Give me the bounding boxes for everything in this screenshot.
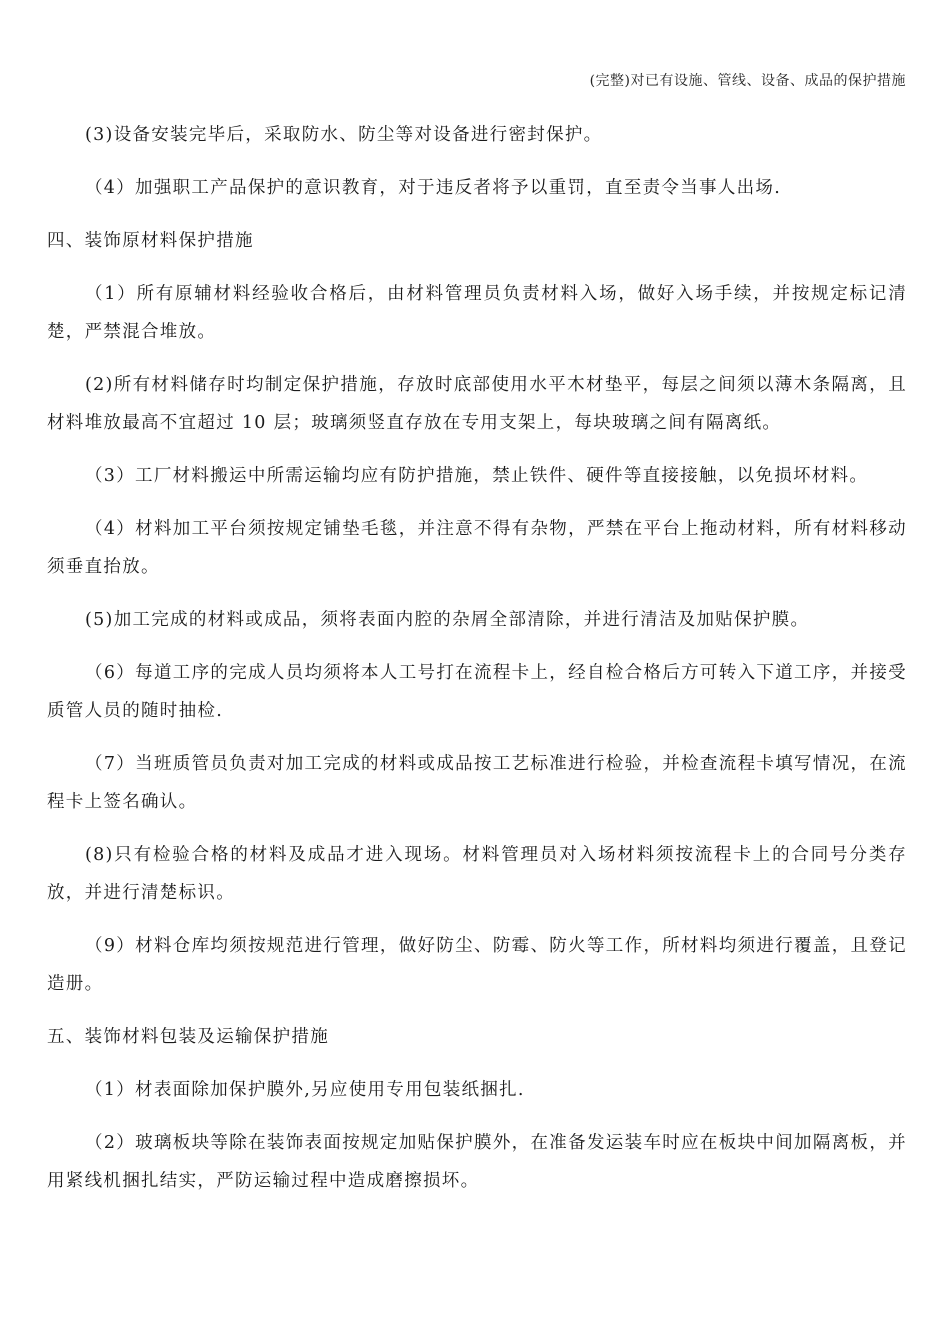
section-heading: 四、装饰原材料保护措施 [47, 231, 254, 251]
paragraph: （9）材料仓库均须按规范进行管理，做好防尘、防霉、防火等工作，所材料均须进行覆盖，且登记造册。 [47, 936, 907, 994]
document-body [47, 116, 907, 1215]
paragraph: （2）玻璃板块等除在装饰表面按规定加贴保护膜外，在准备发运装车时应在板块中间加隔离板，并用紧线机捆扎结实，严防运输过程中造成磨擦损坏。 [47, 1133, 907, 1191]
paragraph: （4）材料加工平台须按规定铺垫毛毯，并注意不得有杂物，严禁在平台上拖动材料，所有材料移动须垂直抬放。 [47, 519, 907, 577]
paragraph: (2)所有材料储存时均制定保护措施，存放时底部使用水平木材垫平，每层之间须以薄木条隔离，且材料堆放最高不宜超过 10 层；玻璃须竖直存放在专用支架上，每块玻璃之间有隔离纸。 [47, 375, 907, 433]
paragraph: (3)设备安装完毕后，采取防水、防尘等对设备进行密封保护。 [85, 125, 603, 145]
paragraph: （6）每道工序的完成人员均须将本人工号打在流程卡上，经自检合格后方可转入下道工序，并接受质管人员的随时抽检. [47, 663, 907, 721]
paragraph: （7）当班质管员负责对加工完成的材料或成品按工艺标准进行检验，并检查流程卡填写情况，在流程卡上签名确认。 [47, 754, 907, 812]
paragraph: （3）工厂材料搬运中所需运输均应有防护措施，禁止铁件、硬件等直接接触，以免损坏材料。 [85, 466, 869, 486]
page-header: (完整)对已有设施、管线、设备、成品的保护措施 [589, 73, 906, 89]
paragraph: （1）材表面除加保护膜外,另应使用专用包装纸捆扎. [85, 1080, 525, 1100]
section-heading: 五、装饰材料包装及运输保护措施 [47, 1027, 329, 1047]
paragraph: （4）加强职工产品保护的意识教育，对于违反者将予以重罚，直至责令当事人出场. [85, 178, 782, 198]
paragraph: (5)加工完成的材料或成品，须将表面内腔的杂屑全部清除，并进行清洁及加贴保护膜。 [85, 610, 810, 630]
paragraph: （1）所有原辅材料经验收合格后，由材料管理员负责材料入场，做好入场手续，并按规定标记清楚，严禁混合堆放。 [47, 284, 907, 342]
paragraph: (8)只有检验合格的材料及成品才进入现场。材料管理员对入场材料须按流程卡上的合同号分类存放，并进行清楚标识。 [47, 845, 907, 903]
